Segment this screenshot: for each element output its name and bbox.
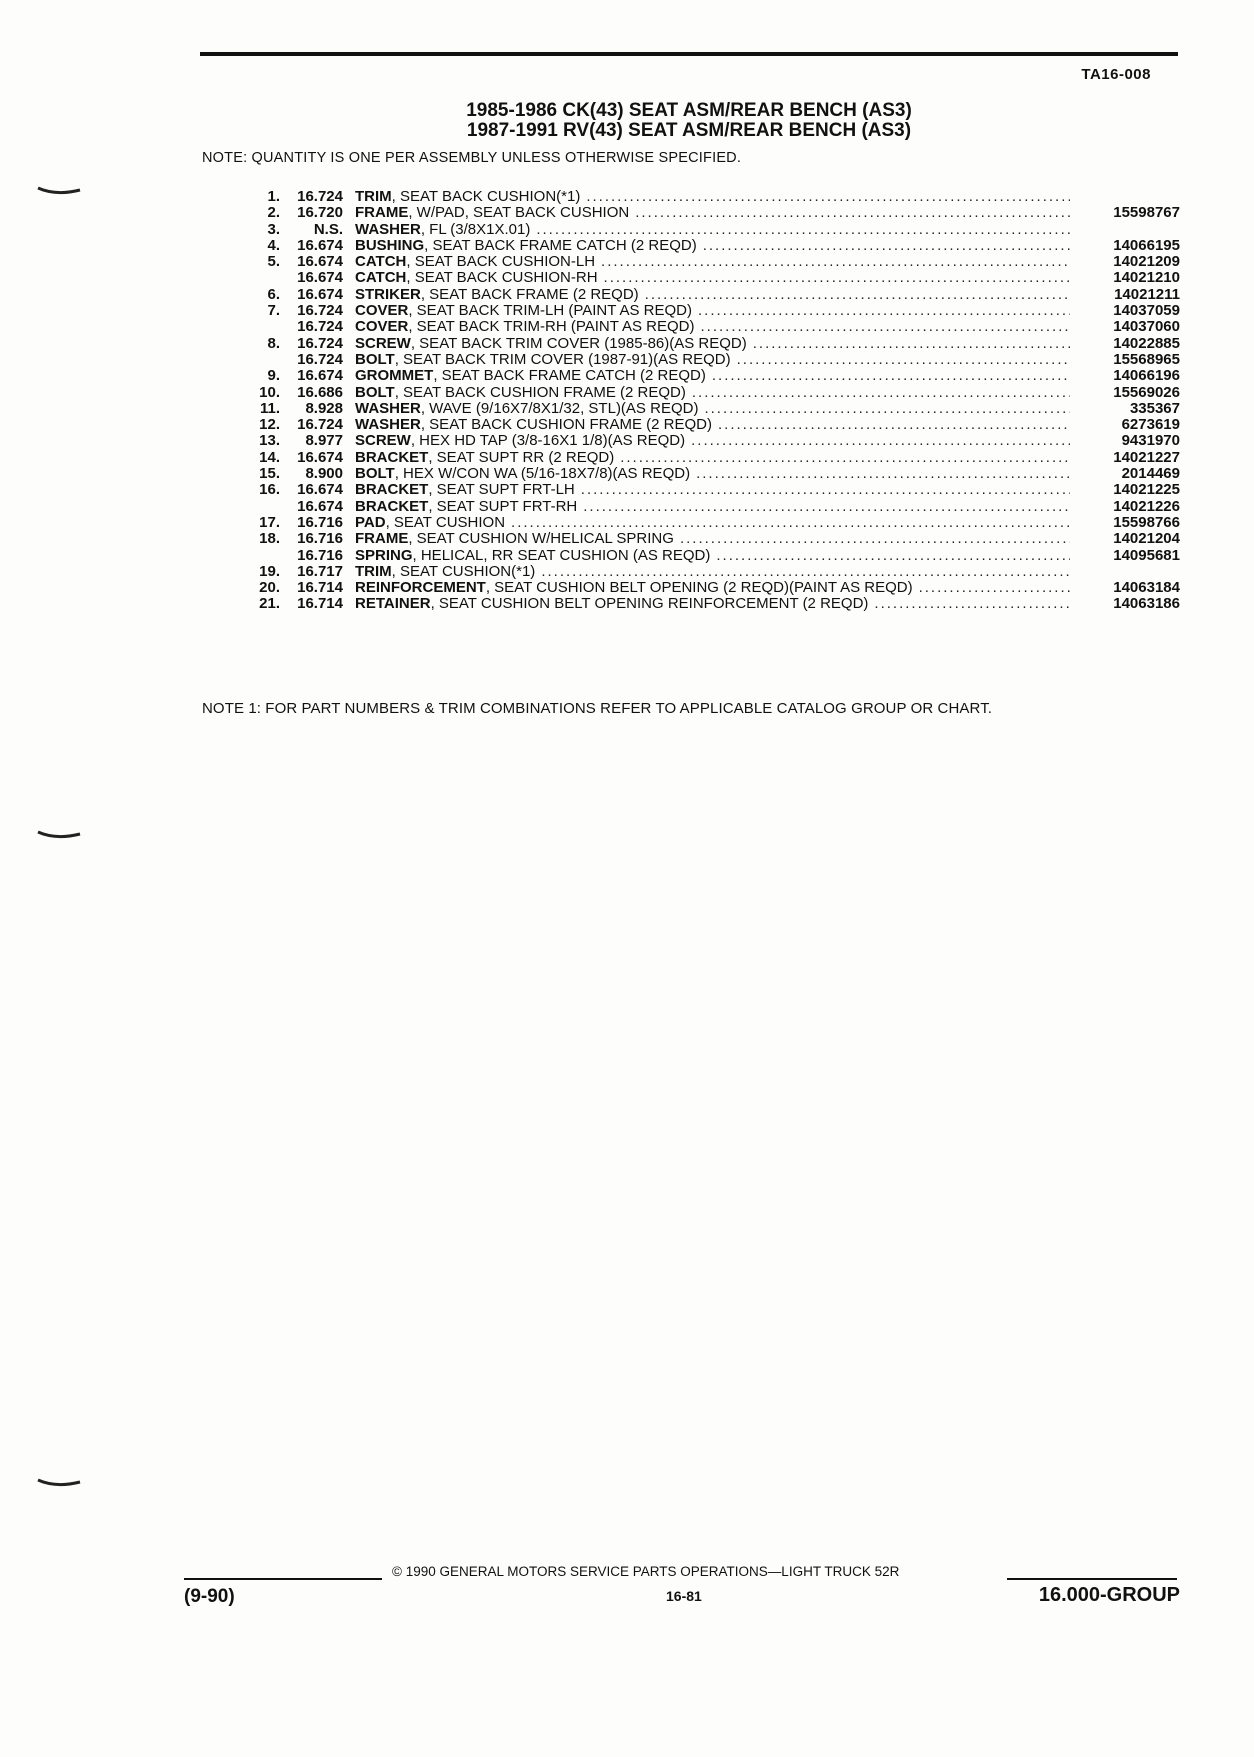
part-name: BRACKET [355,449,429,466]
list-item [240,352,1180,368]
item-number: 18. [259,530,280,548]
item-number: 20. [259,579,280,597]
leader-dots [680,531,1070,547]
leader-dots [698,303,1070,319]
item-description [355,401,1078,417]
part-detail: , SEAT BACK FRAME CATCH (2 REQD) [424,237,697,254]
part-number: 2014469 [1121,465,1180,483]
top-rule [200,52,1178,56]
parts-list [240,189,1180,613]
part-number: 15569026 [1113,383,1180,401]
part-number: 14021227 [1113,448,1180,466]
item-description [355,466,1078,482]
leader-dots [645,287,1070,303]
part-name: GROMMET [355,368,434,385]
part-name: COVER [355,303,409,320]
part-name: BRACKET [355,482,429,499]
part-name: SCREW [355,433,411,450]
part-number: 14066195 [1113,236,1180,254]
list-item [240,303,1180,319]
group-number: 16.674 [297,481,343,499]
part-number: 14021209 [1113,253,1180,271]
item-description [355,482,1078,498]
punch-mark-icon [36,830,82,840]
punch-mark-icon [36,1478,82,1488]
part-name: REINFORCEMENT [355,580,486,597]
part-number: 14022885 [1113,334,1180,352]
leader-dots [712,368,1070,384]
item-description [355,238,1078,254]
list-item [240,564,1180,580]
part-detail: , SEAT BACK TRIM-RH (PAINT AS REQD) [408,319,695,336]
punch-mark-icon [36,186,82,196]
part-detail: , SEAT BACK TRIM COVER (1987-91)(AS REQD) [394,351,731,368]
page-title [200,101,1178,141]
group-number: 16.724 [297,302,343,320]
leader-dots [692,385,1070,401]
list-item [240,270,1180,286]
group-number: 16.724 [297,188,343,205]
leader-dots [536,222,1070,238]
item-number: 16. [259,481,280,499]
part-detail: , SEAT BACK TRIM-LH (PAINT AS REQD) [408,303,693,320]
part-number: 335367 [1129,399,1180,417]
list-item [240,401,1180,417]
item-description [355,352,1078,368]
list-item [240,580,1180,596]
part-number: 14037060 [1113,318,1180,336]
group-number: 16.717 [297,562,343,580]
group-number: 16.716 [297,530,343,548]
item-description [355,189,1078,205]
item-number: 11. [259,399,280,417]
part-detail: , SEAT CUSHION BELT OPENING (2 REQD)(PAINT AS REQD) [485,580,913,597]
part-name: RETAINER [355,596,431,613]
footnote: NOTE 1: FOR PART NUMBERS & TRIM COMBINATIONS REFER TO APPLICABLE CATALOG GROUP OR CHART. [202,700,993,717]
part-name: BOLT [355,466,395,483]
group-number: 8.928 [305,399,343,417]
leader-dots [583,499,1070,515]
list-item [240,336,1180,352]
title-line-1: 1985-1986 CK(43) SEAT ASM/REAR BENCH (AS3) [466,100,912,121]
part-name: FRAME [355,205,409,222]
part-detail: , SEAT SUPT FRT-RH [428,498,578,515]
group-number: 16.674 [297,253,343,271]
leader-dots [718,417,1070,433]
group-number: 16.674 [297,285,343,303]
item-number: 21. [259,595,280,613]
part-number: 15598767 [1113,204,1180,222]
part-number: 6273619 [1121,416,1180,434]
leader-dots [696,466,1070,482]
part-detail: , SEAT CUSHION BELT OPENING REINFORCEMENT (2 REQD) [430,596,869,613]
item-description [355,336,1078,352]
part-number: 14021225 [1113,481,1180,499]
part-detail: , SEAT BACK CUSHION-RH [406,270,598,287]
item-description [355,270,1078,286]
leader-dots [511,515,1070,531]
item-number: 8. [267,334,280,352]
leader-dots [874,596,1070,612]
part-name: WASHER [355,400,421,417]
leader-dots [620,450,1070,466]
part-name: BOLT [355,351,395,368]
leader-dots [601,254,1070,270]
part-name: CATCH [355,270,407,287]
leader-dots [581,482,1070,498]
group-number: 8.900 [305,465,343,483]
part-name: BRACKET [355,498,429,515]
group-number: 16.714 [297,579,343,597]
title-line-2: 1987-1991 RV(43) SEAT ASM/REAR BENCH (AS3) [466,120,912,141]
part-number: 14066196 [1113,367,1180,385]
leader-dots [586,189,1070,205]
part-detail: , FL (3/8X1X.01) [420,221,531,238]
list-item [240,205,1180,221]
leader-dots [691,433,1070,449]
quantity-note: NOTE: QUANTITY IS ONE PER ASSEMBLY UNLESS OTHERWISE SPECIFIED. [202,150,742,166]
part-name: WASHER [355,221,421,238]
list-item [240,368,1180,384]
item-description [355,303,1078,319]
group-number: 16.674 [297,236,343,254]
item-number: 13. [259,432,280,450]
item-description [355,531,1078,547]
part-number: 15568965 [1113,350,1180,368]
part-number: 14021210 [1113,269,1180,287]
item-number: 10. [259,383,280,401]
part-number: 14021204 [1113,530,1180,548]
list-item [240,466,1180,482]
part-name: TRIM [355,563,392,580]
leader-dots [753,336,1070,352]
part-name: FRAME [355,531,409,548]
list-item [240,596,1180,612]
list-item [240,417,1180,433]
part-detail: , SEAT BACK CUSHION-LH [406,254,596,271]
group-number: 16.724 [297,334,343,352]
footer-rule-left [184,1578,382,1580]
list-item [240,254,1180,270]
item-description [355,596,1078,612]
leader-dots [919,580,1070,596]
list-item [240,287,1180,303]
group-number: 16.674 [297,497,343,515]
leader-dots [716,548,1070,564]
item-description [355,417,1078,433]
part-number: 14021211 [1114,285,1180,303]
item-description [355,205,1078,221]
part-detail: , SEAT BACK TRIM COVER (1985-86)(AS REQD) [410,335,747,352]
part-detail: , SEAT BACK CUSHION FRAME (2 REQD) [394,384,686,401]
item-description [355,254,1078,270]
part-number: 14021226 [1113,497,1180,515]
part-detail: , SEAT CUSHION W/HELICAL SPRING [408,531,674,548]
item-description [355,564,1078,580]
part-detail: , SEAT CUSHION [385,514,506,531]
leader-dots [703,238,1070,254]
item-description [355,450,1078,466]
group-number: 16.720 [297,204,343,222]
item-number: 4. [267,236,280,254]
item-description [355,287,1078,303]
group-number: 16.724 [297,350,343,368]
part-detail: , HELICAL, RR SEAT CUSHION (AS REQD) [412,547,711,564]
item-number: 9. [267,367,280,385]
part-number: 9431970 [1121,432,1180,450]
item-description [355,385,1078,401]
leader-dots [737,352,1070,368]
item-number: 19. [259,562,280,580]
leader-dots [604,270,1070,286]
part-detail: , HEX HD TAP (3/8-16X1 1/8)(AS REQD) [410,433,686,450]
group-number: 16.686 [297,383,343,401]
group-number: 16.674 [297,448,343,466]
item-description [355,319,1078,335]
part-detail: , SEAT BACK FRAME CATCH (2 REQD) [433,368,706,385]
page-code: TA16-008 [1081,66,1151,83]
item-description [355,515,1078,531]
footer-rule-right [1007,1578,1177,1580]
leader-dots [704,401,1070,417]
part-name: SPRING [355,547,413,564]
copyright: © 1990 GENERAL MOTORS SERVICE PARTS OPERATIONS—LIGHT TRUCK 52R [392,1564,900,1579]
part-detail: , SEAT SUPT RR (2 REQD) [428,449,615,466]
part-name: BUSHING [355,237,425,254]
part-name: BOLT [355,384,395,401]
part-name: SCREW [355,335,411,352]
item-number: 7. [267,302,280,320]
revision-date: (9-90) [184,1586,235,1607]
part-number: 14095681 [1113,546,1180,564]
item-description [355,433,1078,449]
group-number: 16.674 [297,367,343,385]
item-number: 17. [259,513,280,531]
page-number: 16-81 [666,1588,702,1604]
list-item [240,482,1180,498]
leader-dots [635,205,1070,221]
item-number: 5. [267,253,280,271]
part-detail: , SEAT BACK FRAME (2 REQD) [420,286,639,303]
part-name: CATCH [355,254,407,271]
list-item [240,499,1180,515]
part-number: 14037059 [1113,302,1180,320]
list-item [240,238,1180,254]
part-detail: , SEAT CUSHION(*1) [391,563,536,580]
group-number: 16.674 [297,269,343,287]
group-number: 16.714 [297,595,343,613]
group-number: 8.977 [305,432,343,450]
part-detail: , WAVE (9/16X7/8X1/32, STL)(AS REQD) [420,400,699,417]
leader-dots [541,564,1070,580]
group-number: 16.716 [297,546,343,564]
part-name: PAD [355,514,386,531]
item-number: 3. [267,220,280,238]
part-detail: , W/PAD, SEAT BACK CUSHION [408,205,630,222]
item-number: 14. [259,448,280,466]
group-number: 16.724 [297,318,343,336]
part-number: 14063184 [1113,579,1180,597]
group-number: 16.716 [297,513,343,531]
item-number: 6. [267,285,280,303]
item-number: 15. [259,465,280,483]
item-description [355,368,1078,384]
part-name: WASHER [355,417,421,434]
group-number: N.S. [313,220,343,238]
item-description [355,222,1078,238]
list-item [240,515,1180,531]
part-number: 15598766 [1113,513,1180,531]
item-description [355,548,1078,564]
list-item [240,450,1180,466]
part-name: STRIKER [355,286,421,303]
part-name: COVER [355,319,409,336]
item-number: 12. [259,416,280,434]
part-detail: , SEAT BACK CUSHION(*1) [391,189,581,205]
group-label: 16.000-GROUP [1038,1584,1180,1606]
list-item [240,385,1180,401]
item-number: 1. [267,188,280,205]
list-item [240,189,1180,205]
part-name: TRIM [355,189,392,205]
item-description [355,499,1078,515]
list-item [240,222,1180,238]
list-item [240,433,1180,449]
part-number: 14063186 [1113,595,1180,613]
group-number: 16.724 [297,416,343,434]
leader-dots [701,319,1070,335]
item-description [355,580,1078,596]
part-detail: , SEAT BACK CUSHION FRAME (2 REQD) [420,417,712,434]
list-item [240,531,1180,547]
item-number: 2. [267,204,280,222]
list-item [240,319,1180,335]
part-detail: , SEAT SUPT FRT-LH [428,482,575,499]
list-item [240,548,1180,564]
part-detail: , HEX W/CON WA (5/16-18X7/8)(AS REQD) [394,466,691,483]
